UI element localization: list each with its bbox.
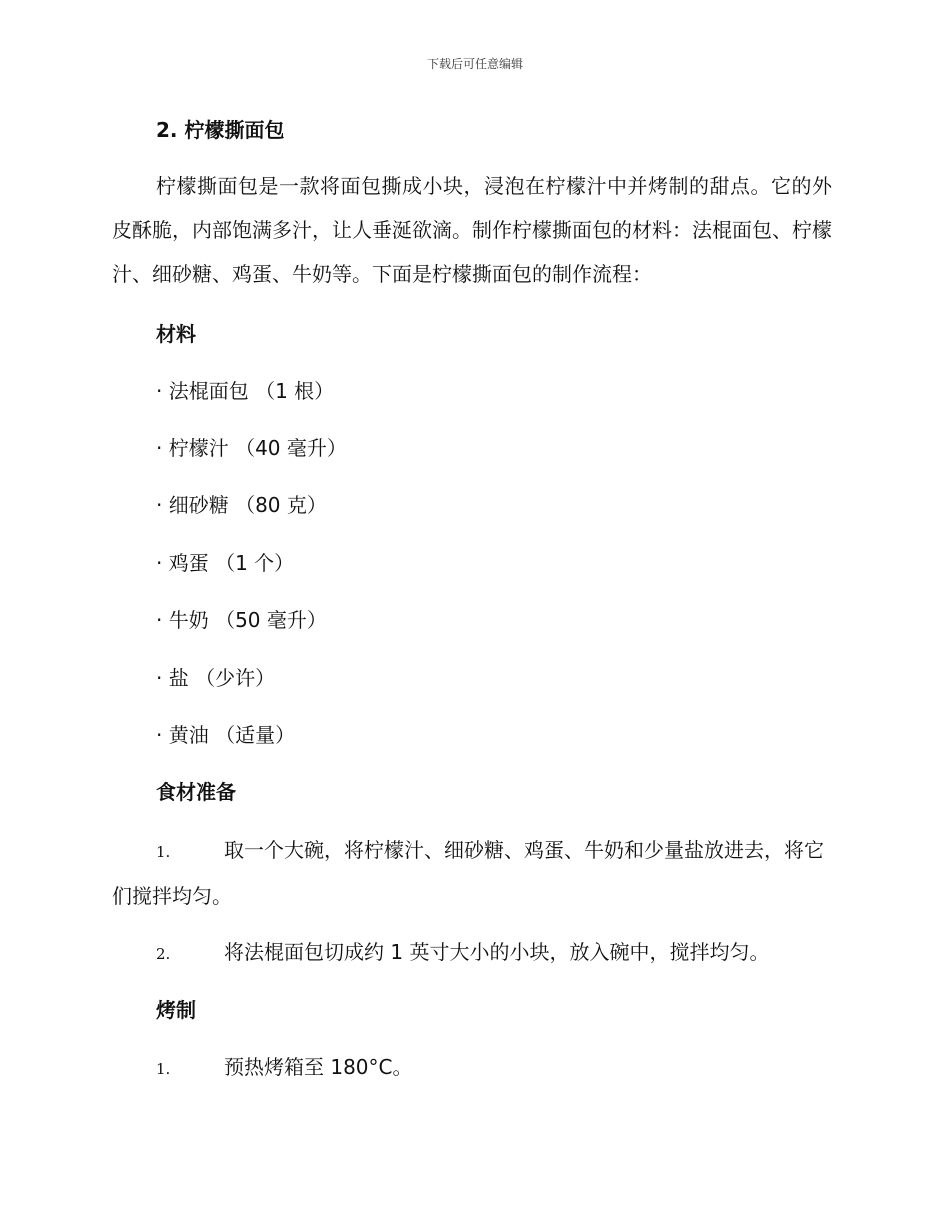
intro-paragraph: 柠檬撕面包是一款将面包撕成小块，浸泡在柠檬汁中并烤制的甜点。它的外皮酥脆，内部饱满多汁，让人垂涎欲滴。制作柠檬撕面包的材料：法棍面包、柠檬汁、细砂糖、鸡蛋、牛奶等。下面是柠檬撕面包的制作流程： <box>112 174 832 286</box>
material-item: · 柠檬汁 （40 毫升） <box>156 436 347 460</box>
material-item: · 牛奶 （50 毫升） <box>156 608 327 632</box>
prep-step <box>112 930 832 976</box>
material-item: · 细砂糖 （80 克） <box>156 493 327 517</box>
bake-heading: 烤制 <box>156 998 196 1022</box>
material-item: · 鸡蛋 （1 个） <box>156 551 295 575</box>
step-text: 将法棍面包切成约 1 英寸大小的小块，放入碗中，搅拌均匀。 <box>224 940 770 964</box>
material-item: · 盐 （少许） <box>156 666 276 690</box>
step-text: 取一个大碗，将柠檬汁、细砂糖、鸡蛋、牛奶和少量盐放进去，将它们搅拌均匀。 <box>112 838 824 908</box>
step-number: 1. <box>156 843 171 861</box>
prep-heading: 食材准备 <box>156 780 236 804</box>
bake-step <box>112 1045 832 1091</box>
material-item: · 黄油 （适量） <box>156 723 296 747</box>
step-number: 1. <box>156 1060 171 1078</box>
header-note: 下载后可任意编辑 <box>426 57 523 71</box>
materials-heading: 材料 <box>156 322 196 346</box>
prep-step <box>112 828 832 918</box>
material-item: · 法棍面包 （1 根） <box>156 379 335 403</box>
section-title: 2. 柠檬撕面包 <box>156 118 285 142</box>
step-number: 2. <box>156 945 171 963</box>
step-text: 预热烤箱至 180°C。 <box>224 1055 413 1079</box>
